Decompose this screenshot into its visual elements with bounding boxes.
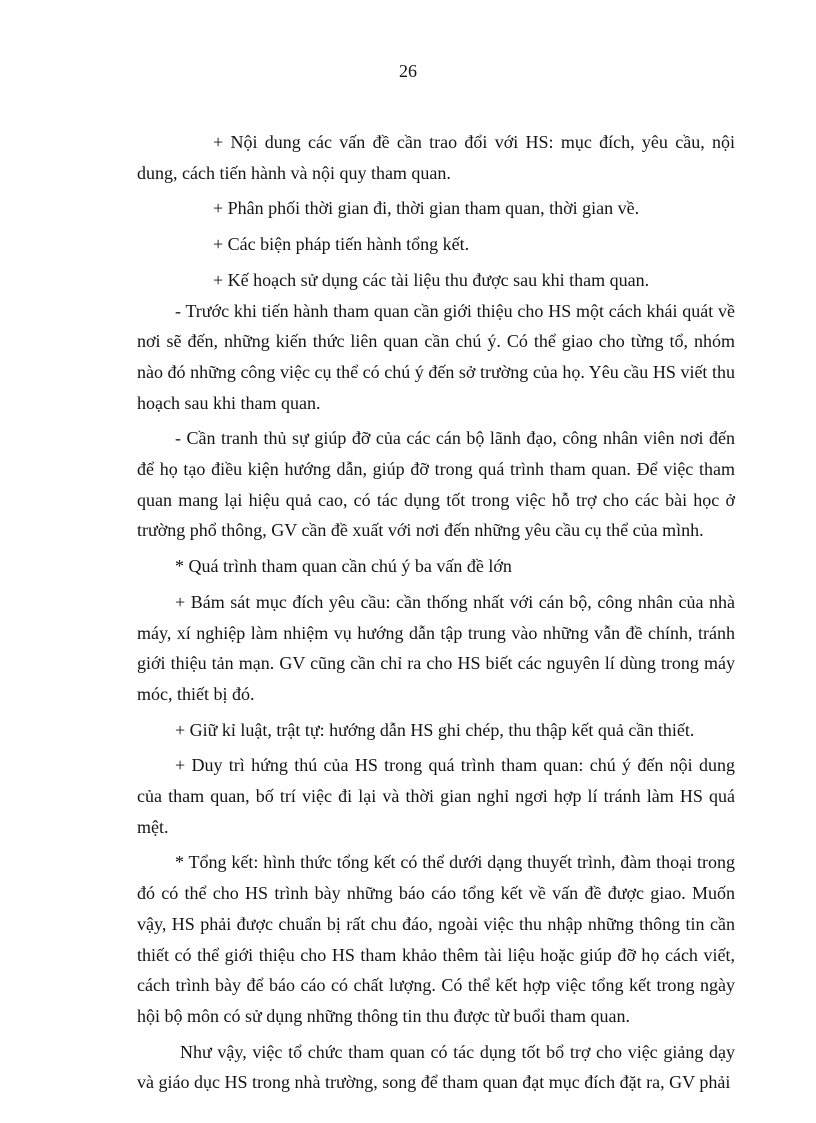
paragraph-conclusion: Như vậy, việc tổ chức tham quan có tác dụng tốt bổ trợ cho việc giảng dạy và giáo dục HS trong nhà trường, song để tham quan đạt mục đích đặt ra, GV phải <box>137 1041 735 1093</box>
paragraph-seek-help: - Cần tranh thủ sự giúp đỡ của các cán bộ lãnh đạo, công nhân viên nơi đến để họ tạo điều kiện hướng dẫn, giúp đỡ trong quá trình tham quan. Để việc tham quan mang lại hiệu quả cao, có tác dụng tốt trong việc hỗ trợ cho các bài học ở trường phổ thông, GV cần đề xuất với nơi đến những yêu cầu cụ thể của mình. <box>137 428 735 541</box>
paragraph-discipline: + Giữ kỉ luật, trật tự: hướng dẫn HS ghi chép, thu thập kết quả cần thiết. <box>175 719 695 740</box>
paragraph-materials-plan: + Kế hoạch sử dụng các tài liệu thu được sau khi tham quan. <box>213 269 650 290</box>
paragraph-before-visit: - Trước khi tiến hành tham quan cần giới thiệu cho HS một cách khái quát về nơi sẽ đến, những kiến thức liên quan cần chú ý. Có thể giao cho từng tổ, nhóm nào đó những công việc cụ thể có chú ý đến sở trường của họ. Yêu cầu HS viết thu hoạch sau khi tham quan. <box>137 300 735 413</box>
page-body <box>137 127 735 1098</box>
paragraph-follow-objectives: + Bám sát mục đích yêu cầu: cần thống nhất với cán bộ, công nhân của nhà máy, xí nghiệp làm nhiệm vụ hướng dẫn tập trung vào những vẫn đề chính, tránh giới thiệu tản mạn. GV cũng cần chỉ ra cho HS biết các nguyên lí dùng trong máy móc, thiết bị đó. <box>137 591 735 704</box>
paragraph-maintain-interest: + Duy trì hứng thú của HS trong quá trình tham quan: chú ý đến nội dung của tham quan, bố trí việc đi lại và thời gian nghỉ ngơi hợp lí tránh làm HS quá mệt. <box>137 755 735 837</box>
paragraph-discussion-content: + Nội dung các vấn đề cần trao đổi với HS: mục đích, yêu cầu, nội dung, cách tiến hành và nội quy tham quan. <box>137 132 735 183</box>
paragraph-summary: * Tổng kết: hình thức tổng kết có thể dưới dạng thuyết trình, đàm thoại trong đó có thể cho HS trình bày những báo cáo tổng kết về vấn đề được giao. Muốn vậy, HS phải được chuẩn bị rất chu đáo, ngoài việc thu nhập những thông tin cần thiết có thể giới thiệu cho HS tham khảo thêm tài liệu hoặc giúp đỡ họ cách viết, cách trình bày để báo cáo có chất lượng. Có thể kết hợp việc tổng kết trong ngày hội bộ môn có sử dụng những thông tin thu được từ buổi tham quan. <box>137 852 735 1026</box>
page-number: 26 <box>399 61 417 81</box>
paragraph-time-allocation: + Phân phối thời gian đi, thời gian tham quan, thời gian về. <box>213 198 640 219</box>
paragraph-visit-process-heading: * Quá trình tham quan cần chú ý ba vấn đề lớn <box>175 556 512 577</box>
paragraph-summary-measures: + Các biện pháp tiến hành tổng kết. <box>213 234 470 255</box>
